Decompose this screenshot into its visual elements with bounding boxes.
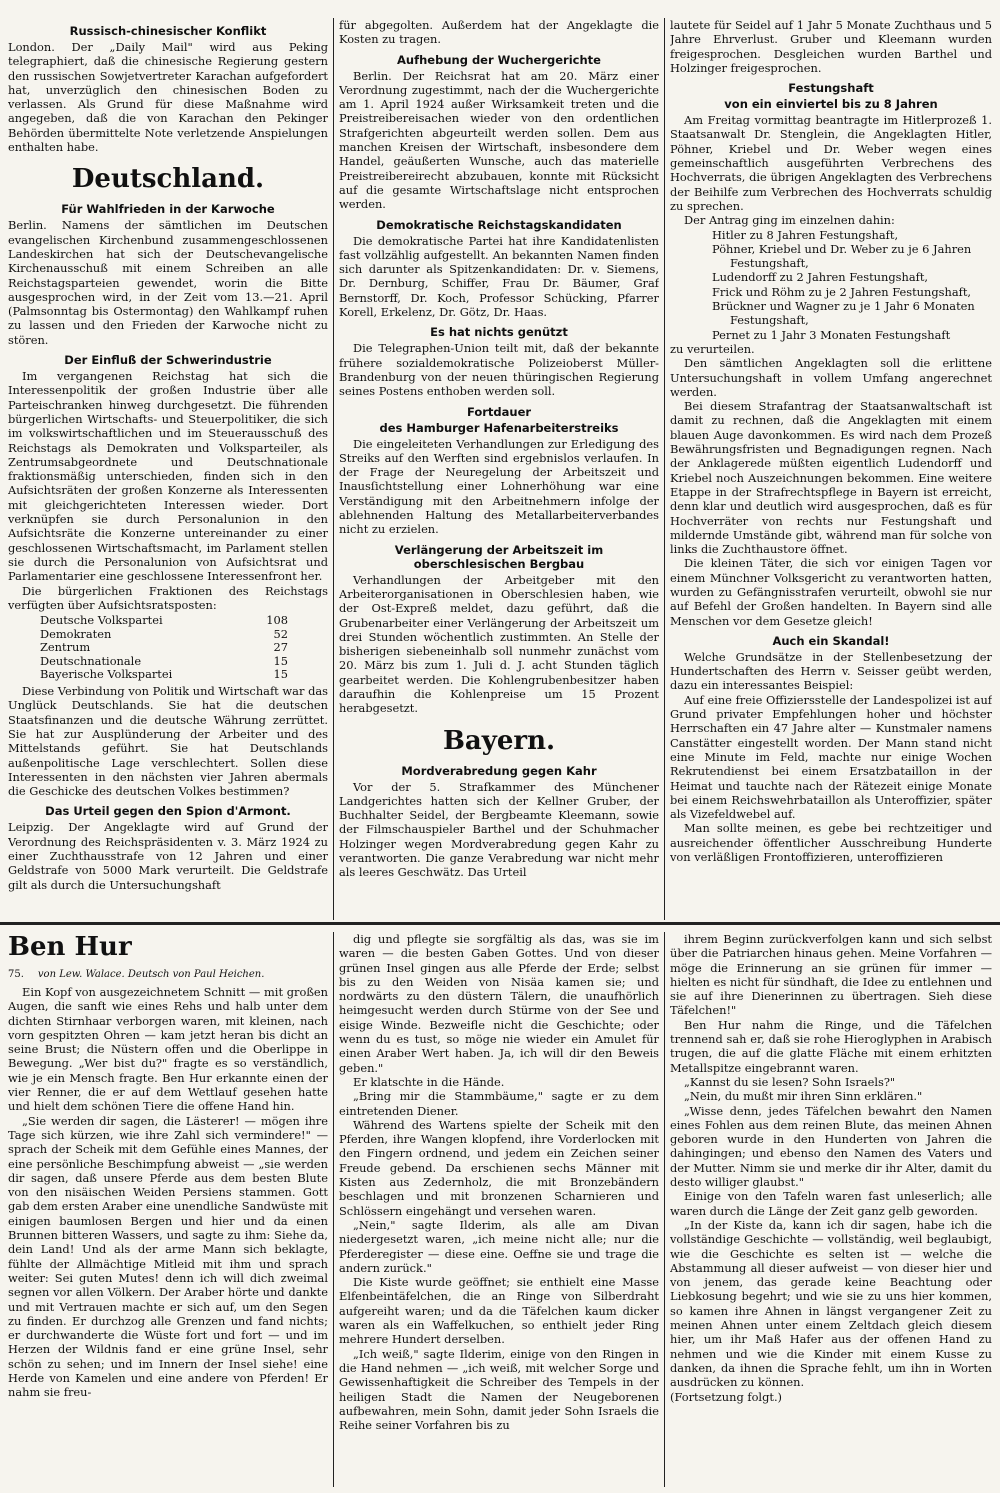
paragraph: Die kleinen Täter, die sich vor einigen Tagen vor einem Münchner Volksgericht zu verantworten hatten, wurden zu Gefängnisstrafen verurteilt, obwohl sie nur auf Befehl der Großen handelten. In Bayern sind alle Menschen vor dem Gesetze gleich! (670, 556, 992, 628)
paragraph: Leipzig. Der Angeklagte wird auf Grund der Verordnung des Reichspräsidenten v. 3. März 1924 zu einer Zuchthausstrafe von 12 Jahren und einer Geldstrafe von 5000 Mark verurteilt. Die Geldstrafe gilt als durch die Untersuchungshaft (8, 820, 328, 892)
table-row (40, 655, 328, 669)
paragraph: Man sollte meinen, es gebe bei rechtzeitiger und ausreichender öffentlicher Ausschreibung Hunderte von verläßligen Frontoffizieren, unteroffizieren (670, 821, 992, 865)
paragraph: dig und pflegte sie sorgfältig als das, was sie im waren — die besten Gaben Gottes. Und von dieser grünen Insel gingen aus alle Pferde der Erde; selbst bis zu den Weiden von Nisäa kamen sie; und nordwärts zu den düstern Tälern, die unaufhörlich heimgesucht werden durch Stürme von der See und eisige Winde. Bezweifle nicht die Geschichte; oder wenn du es tust, so möge nie wieder ein Amulet für einen Araber Wert haben. Ja, ich will dir den Beweis geben." (339, 932, 659, 1075)
seat-count: 15 (273, 653, 288, 668)
party-name: Demokraten (40, 626, 112, 641)
paragraph: Welche Grundsätze in der Stellenbesetzung der Hundertschaften des Herrn v. Seisser geübt werden, dazu ein interessantes Beispiel: (670, 649, 992, 693)
table-row (40, 614, 328, 628)
headline: Mordverabredung gegen Kahr (401, 763, 597, 778)
headline: Auch ein Skandal! (772, 633, 890, 648)
paragraph: Im vergangenen Reichstag hat sich die Interessenpolitik der großen Industrie über alle Parteischranken hinweg durchgesetzt. Die führenden bürgerlichen Wirtschafts- und Steuerpolitiker, die sich im volkswirtschaftlichen und im Steuerausschuß des Reichstags als Demokraten und Volksparteiler, als Zentrumsabgeordnete und Deutschnationale fraktionsmäßig unterschieden, finden sich in den Aufsichtsräten der großen Konzerne als Interessenten mit gleichgerichteten Interessen wieder. Dort verknüpfen sie durch Personalunion in den Aufsichtsräte die Konzerne untereinander zu einer geschlossenen Wirtschaftsmacht, im Parlament stellen sie durch die Personalunion von Aufsichtsrat und Parlamentarier eine geschlossene Interessenfront her. (8, 369, 328, 584)
paragraph: ihrem Beginn zurückverfolgen kann und sich selbst über die Patriarchen hinaus gehen. Meine Vorfahren — möge die Erinnerung an sie grünen für immer — hielten es nicht für sündhaft, die Idee zu entlehnen und sie auf ihre Dienerinnen zu übertragen. Sieh diese Täfelchen!" (670, 932, 992, 1018)
paragraph: Der Antrag ging im einzelnen dahin: (684, 213, 895, 228)
column-divider (333, 18, 334, 920)
seat-count: 27 (273, 640, 288, 655)
column-divider (333, 932, 334, 1487)
serial-byline: 75. von Lew. Walace. Deutsch von Paul Heichen. (8, 969, 265, 980)
paragraph: Einige von den Tafeln waren fast unleserlich; alle waren durch die Länge der Zeit ganz gelb geworden. (670, 1189, 992, 1218)
paragraph: Die Telegraphen-Union teilt mit, daß der bekannte frühere sozialdemokratische Polizeioberst Müller-Brandenburg von der neuen thüringischen Regierung seines Postens enthoben werden soll. (339, 341, 659, 399)
table-row (40, 641, 328, 655)
headline: Aufhebung der Wuchergerichte (397, 52, 601, 67)
paragraph: Die eingeleiteten Verhandlungen zur Erledigung des Streiks auf den Werften sind ergebnislos verlaufen. In der Frage der Neuregelung der Arbeitszeit und Inausſichtstellung einer Lohnerhöhung war eine Verständigung mit den Arbeitnehmern infolge der ablehnenden Haltung des Metallarbeiterverbandes nicht zu erzielen. (339, 436, 659, 537)
serial-column-1 (8, 932, 328, 1487)
paragraph: Ben Hur nahm die Ringe, und die Täfelchen trennend sah er, daß sie rohe Hieroglyphen in Arabisch trugen, die auf die glatte Fläche mit einem erhitzten Metallspitze eingebrannt waren. (670, 1017, 992, 1075)
serial-column-2 (339, 932, 659, 1487)
top-column-1 (8, 18, 328, 920)
paragraph: Er klatschte in die Hände. (353, 1074, 505, 1089)
serial-column-3 (670, 932, 992, 1487)
serial-title: Ben Hur (8, 932, 132, 962)
list-entry: Pöhner, Kriebel und Dr. Weber zu je 6 Jahren Festungshaft, (712, 241, 972, 271)
paragraph: Den sämtlichen Angeklagten soll die erlittene Untersuchungshaft in vollem Umfang angerechnet werden. (670, 356, 992, 399)
party-name: Deutsche Volkspartei (40, 613, 163, 628)
paragraph: „Ich weiß," sagte Ilderim, einige von den Ringen in die Hand nehmen — „ich weiß, mit welcher Sorge und Gewissenhaftigkeit die Schreiber des Tempels in der heiligen Stadt die Namen der Neugeborenen aufbewahren, mein Sohn, damit jeder Sohn Israels die Reihe seiner Vorfahren bis zu (339, 1346, 659, 1433)
paragraph: „Kannst du sie lesen? Sohn Israels?" (684, 1074, 896, 1089)
paragraph: Vor der 5. Strafkammer des Münchener Landgerichtes hatten sich der Kellner Gruber, der Buchhalter Seidel, der Bergbeamte Kleemann, sowie der Filmschauspieler Barthel und der Schuhmacher Holzinger wegen Mordverabredung gegen Kahr zu verantworten. Die ganze Verabredung war nicht mehr als leeres Geschwätz. Das Urteil (339, 779, 659, 880)
paragraph: Die bürgerlichen Fraktionen des Reichstags verfügten über Aufsichtsratsposten: (8, 583, 328, 612)
paragraph: Die demokratische Partei hat ihre Kandidatenlisten fast vollzählig aufgestellt. An bekannten Namen finden sich darunter als Spitzenkandidaten: Dr. v. Siemens, Dr. Dernburg, Schiffer, Frau Dr. Bäumer, Graf Bernstorff, Dr. Koch, Professor Schücking, Pfarrer Korell, Erkelenz, Dr. Götz, Dr. Haas. (339, 233, 659, 320)
headline: des Hamburger Hafenarbeiterstreiks (379, 420, 619, 435)
seat-count: 108 (266, 613, 288, 628)
serial-number: 75. (8, 969, 24, 980)
party-name: Zentrum (40, 640, 91, 655)
paragraph: „Bring mir die Stammbäume," sagte er zu dem eintretenden Diener. (339, 1089, 659, 1118)
headline: Der Einfluß der Schwerindustrie (64, 353, 272, 368)
seat-count: 52 (273, 626, 288, 641)
paragraph: Die Kiste wurde geöffnet; sie enthielt eine Masse Elfenbeintäfelchen, die an Ringe von Silberdraht aufgereiht waren; und da die Täfelchen kaum dicker waren als ein Waffelkuchen, so enthielt jeder Ring mehrere Hundert derselben. (339, 1275, 659, 1347)
paragraph: Ein Kopf von ausgezeichnetem Schnitt — mit großen Augen, die sanft wie eines Rehs und halb unter dem dichten Stirnhaar verborgen waren, mit kleinen, nach vorn gespitzten Ohren — kam jetzt heran bis dicht an seine Brust; die Nüstern offen und die Oberlippe in Bewegung. „Wer bist du?" fragte es so verständlich, wie je ein Mensch fragte. Ben Hur erkannte einen der vier Renner, die er auf dem Wettlauf gesehen hatte und hielt dem schönen Tiere die offene Hand hin. (8, 985, 328, 1114)
table-row (40, 668, 328, 682)
seat-count: 15 (273, 667, 288, 682)
paragraph: „Wisse denn, jedes Täfelchen bewahrt den Namen eines Fohlen aus dem reinen Blute, das meinen Ahnen geboren wurde in den Hunderten von Jahren die dahingingen; und ebenso den Namen des Vaters und der Mutter. Nimm sie und merke dir ihr Alter, damit du desto williger glaubst." (670, 1103, 992, 1190)
paragraph: lautete für Seidel auf 1 Jahr 5 Monate Zuchthaus und 5 Jahre Ehrverlust. Gruber und Kleemann wurden freigesprochen. Desgleichen wurden Barthel und Holzinger freigesprochen. (670, 18, 992, 75)
paragraph: „Nein, du mußt mir ihren Sinn erklären." (684, 1089, 923, 1104)
list-entry: Pernet zu 1 Jahr 3 Monaten Festungshaft (712, 327, 951, 342)
paragraph: Diese Verbindung von Politik und Wirtschaft war das Unglück Deutschlands. Sie hat die deutschen Staatsfinanzen und die deutsche Währung zerrüttet. Sie hat zur Ausplünderung der Arbeiter und des Mittelstands geführt. Sie hat Deutschlands außenpolitische Lage verschlechtert. Sollen diese Interessenten in den nächsten vier Jahren abermals die Geschicke des deutschen Volkes bestimmen? (8, 684, 328, 799)
paragraph: „Sie werden dir sagen, die Lästerer! — mögen ihre Tage sich kürzen, wie ihre Zahl sich vermindere!" — sprach der Scheik mit dem Gefühle eines Mannes, der eine persönliche Beschimpfung abweist — „sie werden dir sagen, daß unsere Pferde aus dem besten Blute von den nisäischen Weiden Persiens stammen. Gott gab dem ersten Araber eine unendliche Sandwüste mit einigen baumlosen Bergen und hier und da einen Brunnen bitteren Wassers, und sagte zu ihm: Siehe da, dein Land! Und als der arme Mann sich beklagte, fühlte der Allmächtige Mitleid mit ihm und sprach weiter: Sei guten Mutes! denn ich will dich zweimal segnen vor allen Völkern. Der Araber hörte und dankte und mit Vertrauen machte er sich auf, um den Segen zu finden. Er durchzog alle Grenzen und fand nichts; er durchwanderte die Wüste fort und fort — und im Herzen der Wildnis fand er eine grüne Insel, sehr schön zu sehen; und im Innern der Insel siehe! eine Herde von Kamelen und eine andere von Pferden! Er nahm sie freu- (8, 1113, 328, 1400)
paragraph: „In der Kiste da, kann ich dir sagen, habe ich die vollständige Geschichte — vollständig, weil beglaubigt, wie die Geschichte es selten ist — welche die Abstammung all dieser aufweist — von dieser hier und von jenem, das gerade keine Beachtung oder Liebkosung begehrt; und wie sie zu uns hier kommen, so kamen ihre Ahnen in längst vergangener Zeit zu meinen Ahnen unter einem Zeltdach gleich diesem hier, um ihr Maß Hafer aus der offenen Hand zu nehmen und wie die Kinder mit einem Kusse zu danken, da ihnen die Sprache fehlt, um ihn in Worten ausdrücken zu können. (670, 1217, 992, 1390)
headline: Für Wahlfrieden in der Karwoche (61, 202, 275, 217)
column-divider (664, 932, 665, 1487)
list-entry: Hitler zu 8 Jahren Festungshaft, (712, 227, 899, 242)
paragraph: Verhandlungen der Arbeitgeber mit den Arbeiterorganisationen in Oberschlesien haben, wie der Ost-Expreß meldet, dazu geführt, daß die Grubenarbeiter einer Verlängerung der Arbeitszeit um drei Stunden wöchentlich zustimmten. An Stelle der bisherigen siebeneinhalb soll nunmehr zunächst vom 20. März bis zum 1. Juli d. J. acht Stunden täglich gearbeitet werden. Die Kohlengrubenbesitzer haben daraufhin die Kohlenpreise um 15 Prozent herabgesetzt. (339, 572, 659, 716)
headline: Das Urteil gegen den Spion d'Armont. (45, 804, 291, 819)
paragraph: für abgegolten. Außerdem hat der Angeklagte die Kosten zu tragen. (339, 18, 659, 47)
section-heading: Bayern. (442, 725, 556, 756)
paragraph: Bei diesem Strafantrag der Staatsanwaltschaft ist damit zu rechnen, daß die Angeklagten mit einem blauen Auge davonkommen. Es wird nach dem Prozeß Bewährungsfristen und Begnadigungen regnen. Nach der Anklagerede müßten eigentlich Ludendorff und Kriebel noch Auszeichnungen bekommen. Eine weitere Etappe in der Strafrechtspflege in Bayern ist erreicht, denn klar und deutlich wird ausgesprochen, daß es für Hochverräter von rechts nur Festungshaft und mildernde Umstände gibt, während man für solche von links die Zuchthaustore öffnet. (670, 399, 992, 557)
section-heading: Deutschland. (71, 164, 265, 195)
party-name: Bayerische Volkspartei (40, 667, 173, 682)
headline: Festungshaft (788, 81, 874, 96)
top-column-3 (670, 18, 992, 920)
paragraph: London. Der „Daily Mail" wird aus Peking telegraphiert, daß die chinesische Regierung gestern den russischen Sowjetvertreter Karachan aufgefordert hat, unverzüglich den chinesischen Boden zu verlassen. Als Grund für diese Maßnahme wird angegeben, daß die von Karachan den Pekinger Behörden übermittelte Note verletzende Anspielungen enthalten habe. (8, 40, 328, 155)
party-name: Deutschnationale (40, 653, 142, 668)
paragraph: Berlin. Namens der sämtlichen im Deutschen evangelischen Kirchenbund zusammengeschlossenen Landeskirchen hat sich der Deutschevangelische Kirchenausschuß mit einem Schreiben an alle Reichstagsparteien gewendet, worin die Bitte ausgesprochen wird, in der Zeit vom 13.—21. April (Palmsonntag bis Ostermontag) den Wahlkampf ruhen zu lassen und den Frieden der Karwoche nicht zu stören. (8, 218, 328, 347)
headline: von ein einviertel bis zu 8 Jahren (724, 97, 938, 112)
paragraph: Berlin. Der Reichsrat hat am 20. März einer Verordnung zugestimmt, nach der die Wuchergerichte am 1. April 1924 außer Wirksamkeit treten und die Preistreibereisachen wieder von den ordentlichen Strafgerichten abgeurteilt werden sollen. Dem aus manchen Kreisen der Wirtschaft, insbesondere dem Handel, geäußerten Wunsche, auch das materielle Preistreibereirecht abzubauen, konnte mit Rücksicht auf die gesamte Wirtschaftslage nicht entsprochen werden. (339, 68, 659, 212)
section-divider (0, 922, 1000, 925)
column-divider (664, 18, 665, 920)
paragraph: (Fortsetzung folgt.) (670, 1389, 783, 1404)
paragraph: zu verurteilen. (670, 341, 755, 356)
headline: Russisch-chinesischer Konflikt (69, 24, 267, 38)
paragraph: Während des Wartens spielte der Scheik mit den Pferden, ihre Wangen klopfend, ihre Vorderlocken mit den Fingern ordnend, und jedem ein Zeichen seiner Freude gebend. Da erschienen sechs Männer mit Kisten aus Zedernholz, die mit Bronzebändern beschlagen und mit bronzenen Scharnieren und Schlössern eingehängt und versehen waren. (339, 1117, 659, 1218)
paragraph: Am Freitag vormittag beantragte im Hitlerprozeß 1. Staatsanwalt Dr. Stenglein, die Angeklagten Hitler, Pöhner, Kriebel und Dr. Weber wegen eines gemeinschaftlich ausgeführten Verbrechens des Hochverrats, die übrigen Angeklagten des Verbrechens der Beihilfe zum Verbrechen des Hochverrats schuldig zu sprechen. (670, 113, 992, 213)
table-row (40, 628, 328, 642)
seat-table (40, 614, 328, 682)
paragraph: Auf eine freie Offiziersstelle der Landespolizei ist auf Grund privater Empfehlungen hoher und höchster Herrschaften ein 47 Jahre alter — Kunstmaler namens Canstätter eingestellt worden. Der Mann stand nicht eine Minute im Feld, machte nur einige Wochen Rekrutendienst bei einem Ersatzbataillon in der Heimat und tauchte nach der Rätezeit einige Monate bei einem Reichswehrbataillon als Unteroffizier, später als Vizefeldwebel auf. (670, 692, 992, 822)
list-entry: Brückner und Wagner zu je 1 Jahr 6 Monaten Festungshaft, (712, 299, 975, 328)
list-entry: Ludendorff zu 2 Jahren Festungshaft, (712, 270, 929, 285)
headline: Verlängerung der Arbeitszeit im oberschlesischen Bergbau (394, 542, 604, 571)
headline: Demokratische Reichstagskandidaten (376, 217, 622, 232)
list-entry: Frick und Röhm zu je 2 Jahren Festungshaft, (712, 284, 972, 299)
paragraph: „Nein," sagte Ilderim, als alle am Divan niedergesetzt waren, „ich meine nicht alle; nur die Pferderegister — diese eine. Oeffne sie und trage die andern zurück." (339, 1217, 659, 1275)
headline: Es hat nichts genützt (430, 325, 568, 340)
top-column-2 (339, 18, 659, 920)
headline: Fortdauer (466, 404, 532, 419)
